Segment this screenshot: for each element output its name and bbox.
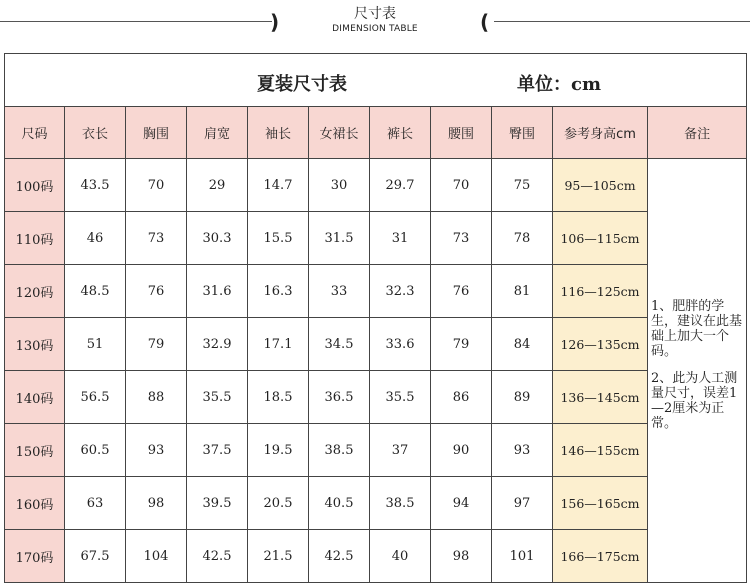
column-header-pants: 裤长 xyxy=(370,107,431,159)
column-header-hip: 臀围 xyxy=(492,107,553,159)
table-title: 夏装尺寸表 xyxy=(257,74,347,95)
size-cell: 100码 xyxy=(5,159,65,212)
measurement-cell: 21.5 xyxy=(248,530,309,583)
measurement-cell: 98 xyxy=(431,530,492,583)
measurement-cell: 97 xyxy=(492,477,553,530)
measurement-cell: 93 xyxy=(126,424,187,477)
measurement-cell: 104 xyxy=(126,530,187,583)
ref-height-cell: 126—135cm xyxy=(553,318,648,371)
measurement-cell: 46 xyxy=(65,212,126,265)
measurement-cell: 43.5 xyxy=(65,159,126,212)
measurement-cell: 29 xyxy=(187,159,248,212)
measurement-cell: 38.5 xyxy=(309,424,370,477)
measurement-cell: 93 xyxy=(492,424,553,477)
size-cell: 140码 xyxy=(5,371,65,424)
table-header-row xyxy=(5,107,747,159)
measurement-cell: 18.5 xyxy=(248,371,309,424)
measurement-cell: 37.5 xyxy=(187,424,248,477)
measurement-cell: 34.5 xyxy=(309,318,370,371)
measurement-cell: 81 xyxy=(492,265,553,318)
measurement-cell: 20.5 xyxy=(248,477,309,530)
table-row xyxy=(5,371,747,424)
measurement-cell: 31.5 xyxy=(309,212,370,265)
column-header-sleeve: 袖长 xyxy=(248,107,309,159)
bracket-left-decoration: ) xyxy=(270,10,280,34)
ref-height-cell: 166—175cm xyxy=(553,530,648,583)
measurement-cell: 15.5 xyxy=(248,212,309,265)
column-header-shoulder: 肩宽 xyxy=(187,107,248,159)
measurement-cell: 37 xyxy=(370,424,431,477)
measurement-cell: 32.3 xyxy=(370,265,431,318)
size-table xyxy=(4,53,747,583)
header-subtitle: DIMENSION TABLE xyxy=(332,24,418,34)
table-row xyxy=(5,318,747,371)
measurement-cell: 73 xyxy=(431,212,492,265)
measurement-cell: 86 xyxy=(431,371,492,424)
measurement-cell: 70 xyxy=(126,159,187,212)
measurement-cell: 51 xyxy=(65,318,126,371)
measurement-cell: 90 xyxy=(431,424,492,477)
measurement-cell: 79 xyxy=(126,318,187,371)
bracket-right-decoration: ( xyxy=(480,10,490,34)
measurement-cell: 42.5 xyxy=(187,530,248,583)
remark-text: 2、此为人工测量尺寸，误差1—2厘米为正常。 xyxy=(651,370,738,431)
table-row xyxy=(5,265,747,318)
column-header-waist: 腰围 xyxy=(431,107,492,159)
ref-height-cell: 106—115cm xyxy=(553,212,648,265)
measurement-cell: 17.1 xyxy=(248,318,309,371)
measurement-cell: 84 xyxy=(492,318,553,371)
measurement-cell: 35.5 xyxy=(370,371,431,424)
measurement-cell: 98 xyxy=(126,477,187,530)
measurement-cell: 76 xyxy=(431,265,492,318)
measurement-cell: 40.5 xyxy=(309,477,370,530)
measurement-cell: 42.5 xyxy=(309,530,370,583)
measurement-cell: 63 xyxy=(65,477,126,530)
page-header xyxy=(0,0,750,48)
table-row xyxy=(5,212,747,265)
measurement-cell: 101 xyxy=(492,530,553,583)
measurement-cell: 94 xyxy=(431,477,492,530)
column-header-chest: 胸围 xyxy=(126,107,187,159)
table-title-cell xyxy=(5,54,747,107)
table-row xyxy=(5,530,747,583)
measurement-cell: 48.5 xyxy=(65,265,126,318)
measurement-cell: 76 xyxy=(126,265,187,318)
measurement-cell: 56.5 xyxy=(65,371,126,424)
ref-height-cell: 136—145cm xyxy=(553,371,648,424)
header-title: 尺寸表 xyxy=(354,6,396,22)
measurement-cell: 78 xyxy=(492,212,553,265)
measurement-cell: 39.5 xyxy=(187,477,248,530)
ref-height-cell: 156—165cm xyxy=(553,477,648,530)
measurement-cell: 30 xyxy=(309,159,370,212)
column-header-remarks: 备注 xyxy=(648,107,747,159)
size-cell: 170码 xyxy=(5,530,65,583)
measurement-cell: 31 xyxy=(370,212,431,265)
measurement-cell: 70 xyxy=(431,159,492,212)
measurement-cell: 32.9 xyxy=(187,318,248,371)
ref-height-cell: 95—105cm xyxy=(553,159,648,212)
ref-height-cell: 146—155cm xyxy=(553,424,648,477)
header-line-right xyxy=(494,21,750,22)
measurement-cell: 30.3 xyxy=(187,212,248,265)
ref-height-cell: 116—125cm xyxy=(553,265,648,318)
size-cell: 130码 xyxy=(5,318,65,371)
measurement-cell: 35.5 xyxy=(187,371,248,424)
table-row xyxy=(5,477,747,530)
table-row xyxy=(5,159,747,212)
size-cell: 160码 xyxy=(5,477,65,530)
measurement-cell: 33 xyxy=(309,265,370,318)
measurement-cell: 33.6 xyxy=(370,318,431,371)
column-header-length: 衣长 xyxy=(65,107,126,159)
size-cell: 150码 xyxy=(5,424,65,477)
measurement-cell: 60.5 xyxy=(65,424,126,477)
size-cell: 110码 xyxy=(5,212,65,265)
measurement-cell: 67.5 xyxy=(65,530,126,583)
column-header-size: 尺码 xyxy=(5,107,65,159)
measurement-cell: 36.5 xyxy=(309,371,370,424)
measurement-cell: 19.5 xyxy=(248,424,309,477)
measurement-cell: 31.6 xyxy=(187,265,248,318)
measurement-cell: 73 xyxy=(126,212,187,265)
remarks-cell xyxy=(648,159,747,583)
measurement-cell: 75 xyxy=(492,159,553,212)
measurement-cell: 89 xyxy=(492,371,553,424)
size-cell: 120码 xyxy=(5,265,65,318)
table-row xyxy=(5,424,747,477)
column-header-skirt: 女裙长 xyxy=(309,107,370,159)
measurement-cell: 40 xyxy=(370,530,431,583)
unit-label: 单位：cm xyxy=(517,74,602,95)
measurement-cell: 29.7 xyxy=(370,159,431,212)
measurement-cell: 14.7 xyxy=(248,159,309,212)
table-title-row xyxy=(5,54,747,107)
measurement-cell: 88 xyxy=(126,371,187,424)
measurement-cell: 38.5 xyxy=(370,477,431,530)
column-header-ref-height: 参考身高cm xyxy=(553,107,648,159)
measurement-cell: 16.3 xyxy=(248,265,309,318)
measurement-cell: 79 xyxy=(431,318,492,371)
remark-text: 1、肥胖的学生，建议在此基础上加大一个码。 xyxy=(651,298,743,359)
